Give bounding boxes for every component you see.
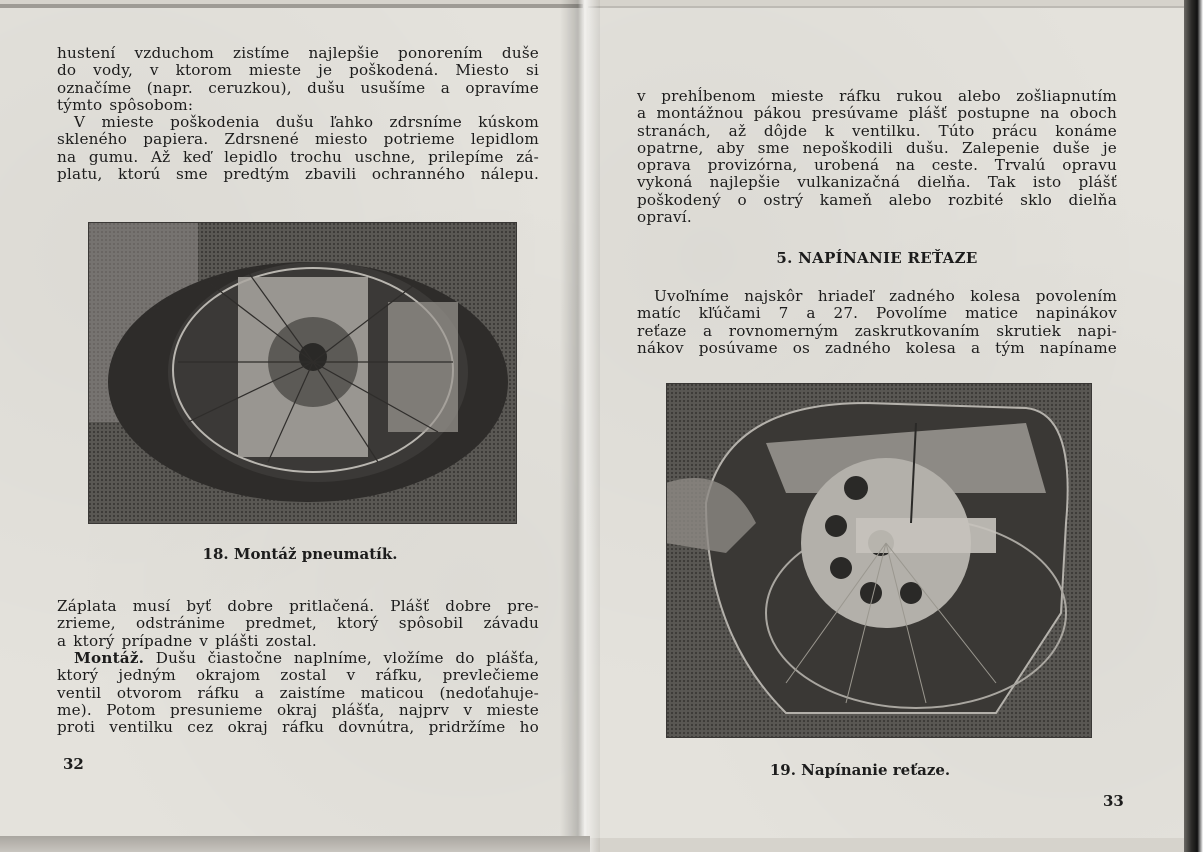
right-paragraph-1	[637, 88, 1117, 226]
left-paragraph-2	[57, 114, 539, 183]
text-line: oprava provizórna, urobená na ceste. Trvalú opravu	[637, 156, 1117, 175]
text-line: V mieste poškodenia dušu ľahko zdrsníme kúskom	[74, 113, 539, 131]
section-title-chain-tensioning: 5. NAPÍNANIE REŤAZE	[776, 249, 978, 267]
figure-18-caption: 18. Montáž pneumatík.	[202, 545, 398, 563]
text-line: opatrne, aby sme nepoškodili dušu. Zalepenie duše je	[637, 138, 1117, 157]
left-paragraph-3	[57, 598, 539, 650]
right-paragraph-2	[637, 288, 1117, 357]
montaz-bold-lead: Montáž.	[74, 649, 145, 667]
text-line: a montážnou pákou presúvame plášť postupne na oboch	[637, 104, 1117, 123]
text-line: a ktorý prípadne v plášti zostal.	[57, 631, 317, 650]
page-number-left: 32	[63, 755, 84, 773]
text-line: týmto spôsobom:	[57, 95, 194, 114]
text-line: platu, ktorú sme predtým zbavili ochranného nálepu.	[57, 164, 539, 183]
text-line: skleného papiera. Zdrsnené miesto potrieme lepidlom	[57, 130, 539, 149]
text-line: Záplata musí byť dobre pritlačená. Plášť dobre pre-	[57, 597, 539, 615]
page-bottom-edge	[0, 836, 590, 852]
text-line: zrieme, odstránime predmet, ktorý spôsobil závadu	[57, 614, 539, 633]
text-line: v prehĺbenom mieste ráfku rukou alebo zošliapnutím	[637, 87, 1117, 105]
text-line: vykoná najlepšie vulkanizačná dielňa. Tak isto plášť	[637, 173, 1117, 192]
text-line: stranách, až dôjde k ventilku. Túto prácu konáme	[637, 121, 1117, 140]
text-line: ventil otvorom ráfku a zaistíme maticou (nedoťahuje-	[57, 683, 539, 702]
rear-wheel-sprocket-illustration	[666, 383, 1092, 738]
text-line	[57, 650, 539, 667]
text-line: poškodený o ostrý kameň alebo rozbité sklo dielňa	[637, 190, 1117, 209]
text-span: Dušu čiastočne naplníme, vložíme do plášťa,	[144, 649, 539, 667]
book-gutter	[560, 0, 600, 852]
text-line: nákov posúvame os zadného kolesa a tým napíname	[637, 338, 1117, 357]
text-line: Uvoľníme najskôr hriadeľ zadného kolesa povolením	[654, 287, 1117, 305]
text-line: proti ventilku cez okraj ráfku dovnútra, pridržíme ho	[57, 718, 539, 737]
left-paragraph-4	[57, 650, 539, 736]
text-line: na gumu. Až keď lepidlo trochu uschne, prilepíme zá-	[57, 147, 539, 166]
text-line: do vody, v ktorom mieste je poškodená. Miesto si	[57, 61, 539, 80]
text-line: reťaze a rovnomerným zaskrutkovaním skrutiek napi-	[637, 321, 1117, 340]
left-paragraph-1	[57, 45, 539, 114]
tire-wheel-illustration	[88, 222, 517, 524]
book-edge	[1184, 0, 1203, 852]
text-line: hustení vzduchom zistíme najlepšie ponorením duše	[57, 44, 539, 62]
text-line: ktorý jedným okrajom zostal v ráfku, prevlečieme	[57, 666, 539, 685]
text-line: označíme (napr. ceruzkou), dušu usušíme a opravíme	[57, 78, 539, 97]
figure-18-photo-tire-mounting	[88, 222, 517, 524]
page-number-right: 33	[1103, 792, 1124, 810]
figure-19-caption: 19. Napínanie reťaze.	[769, 761, 951, 779]
figure-19-photo-chain-tensioning	[666, 383, 1092, 738]
text-line: me). Potom presunieme okraj plášťa, najprv v mieste	[57, 700, 539, 719]
text-line: matíc kľúčami 7 a 27. Povolíme matice napinákov	[637, 304, 1117, 323]
text-line: opraví.	[637, 208, 692, 227]
